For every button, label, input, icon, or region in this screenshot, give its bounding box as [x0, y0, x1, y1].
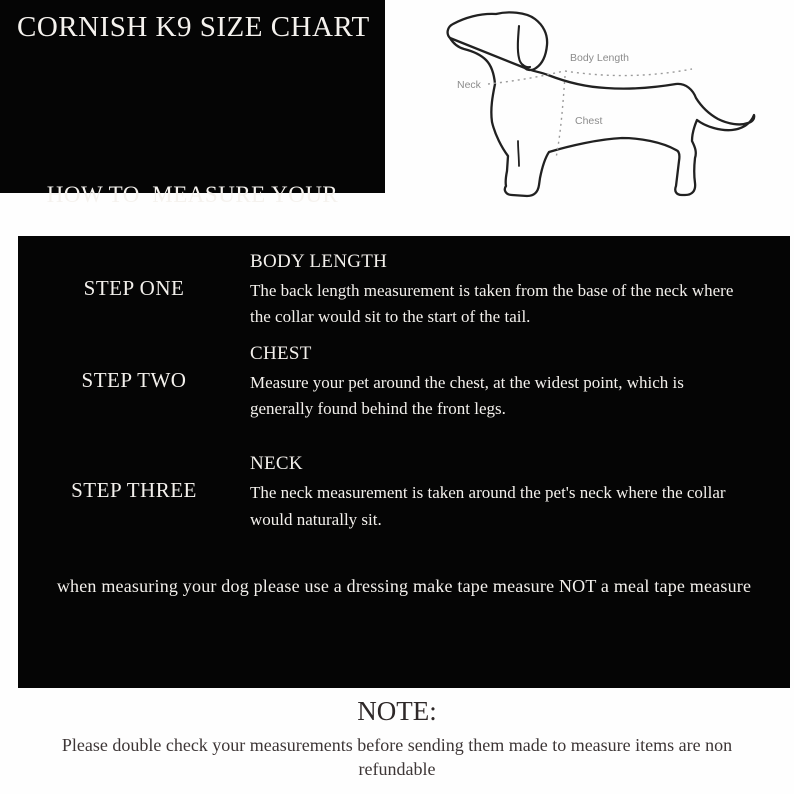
- step-two-text: Measure your pet around the chest, at the widest point, which is generally found behind the front legs.: [250, 372, 684, 419]
- step-two-heading: CHEST: [250, 342, 312, 364]
- body-length-measure-line: [565, 69, 692, 76]
- step-two-content: [250, 343, 790, 423]
- note-title: NOTE:: [357, 696, 437, 726]
- step-three-text: The neck measurement is taken around the pet's neck where the collar would naturally sit.: [250, 483, 726, 529]
- step-one-heading: BODY LENGTH: [250, 251, 388, 272]
- dog-outline: [448, 12, 755, 196]
- step-row-three: [18, 453, 790, 533]
- step-one-content: [250, 251, 790, 331]
- step-row-one: [18, 251, 790, 331]
- dog-far-leg-line: [518, 141, 519, 166]
- step-two-label: STEP TWO: [81, 367, 187, 392]
- step-one-text: The back length measurement is taken from the base of the neck where the collar would sit to the start of the tail.: [250, 281, 734, 327]
- step-one-label: STEP ONE: [83, 276, 185, 300]
- neck-label: Neck: [457, 79, 481, 91]
- page-title: CORNISH K9 SIZE CHART: [17, 11, 370, 43]
- note-text: Please double check your measurements before sending them made to measure items are non refundable: [61, 735, 733, 780]
- step-row-two: [18, 343, 790, 423]
- footer-note: [0, 696, 794, 782]
- step-three-label: STEP THREE: [71, 478, 197, 503]
- body-length-label: Body Length: [570, 52, 629, 64]
- step-three-content: [250, 453, 790, 533]
- dog-ear-line: [518, 26, 530, 67]
- subtitle-line-1: HOW TO MEASURE YOUR: [46, 182, 339, 207]
- chest-label: Chest: [575, 115, 603, 127]
- measuring-tape-note: when measuring your dog please use a dressing make tape measure NOT a meal tape measure: [56, 576, 752, 597]
- step-three-heading: NECK: [250, 453, 303, 475]
- dog-measurement-diagram: [434, 0, 794, 215]
- header-panel: [0, 0, 385, 207]
- chest-measure-line: [556, 76, 565, 158]
- steps-panel: [18, 236, 790, 688]
